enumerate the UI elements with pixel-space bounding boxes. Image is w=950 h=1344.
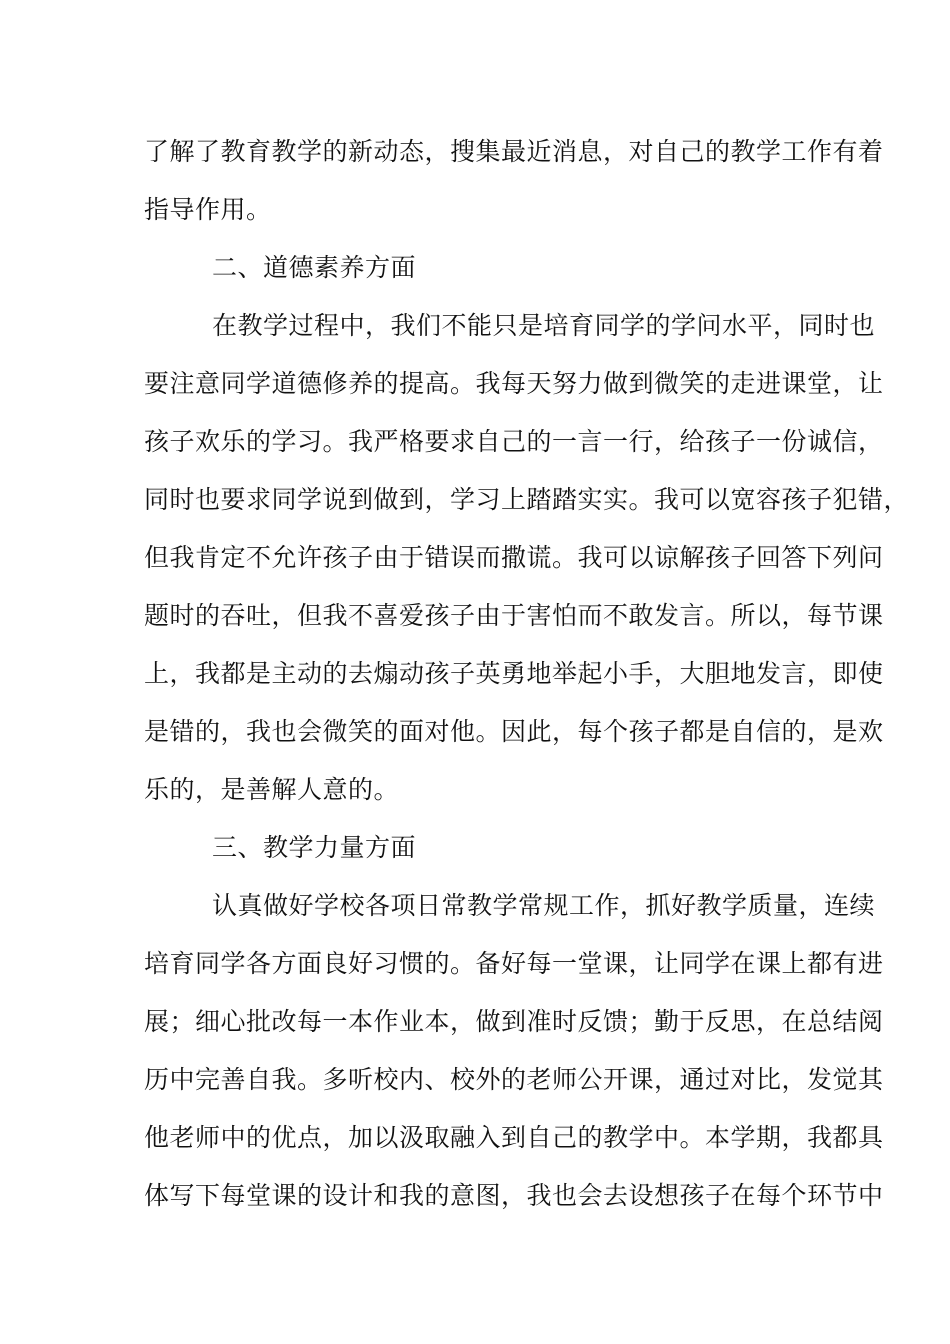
text-line: 同时也要求同学说到做到，学习上踏踏实实。我可以宽容孩子犯错， [144,485,910,514]
text-line: 是错的，我也会微笑的面对他。因此，每个孩子都是自信的，是欢 [144,717,884,746]
text-line: 他老师中的优点，加以汲取融入到自己的教学中。本学期，我都具 [144,1123,884,1152]
text-line: 题时的吞吐，但我不喜爱孩子由于害怕而不敢发言。所以，每节课 [144,601,884,630]
text-line: 但我肯定不允许孩子由于错误而撒谎。我可以谅解孩子回答下列问 [144,543,884,572]
text-line: 历中完善自我。多听校内、校外的老师公开课，通过对比，发觉其 [144,1065,884,1094]
text-line: 指导作用。 [144,195,272,224]
text-line: 要注意同学道德修养的提高。我每天努力做到微笑的走进课堂，让 [144,369,884,398]
text-line: 培育同学各方面良好习惯的。备好每一堂课，让同学在课上都有进 [144,949,884,978]
section-heading-moral: 二、道德素养方面 [212,253,417,282]
text-line: 展；细心批改每一本作业本，做到准时反馈；勤于反思，在总结阅 [144,1007,884,1036]
text-line: 乐的，是善解人意的。 [144,775,400,804]
paragraph-first-line: 认真做好学校各项日常教学常规工作，抓好教学质量，连续 [212,891,876,920]
paragraph-first-line: 在教学过程中，我们不能只是培育同学的学问水平，同时也 [212,311,876,340]
text-line: 孩子欢乐的学习。我严格要求自己的一言一行，给孩子一份诚信， [144,427,884,456]
text-line: 体写下每堂课的设计和我的意图，我也会去设想孩子在每个环节中 [144,1181,884,1210]
text-line: 了解了教育教学的新动态，搜集最近消息，对自己的教学工作有着 [144,137,884,166]
section-heading-teaching: 三、教学力量方面 [212,833,417,862]
text-line: 上，我都是主动的去煽动孩子英勇地举起小手，大胆地发言，即使 [144,659,884,688]
